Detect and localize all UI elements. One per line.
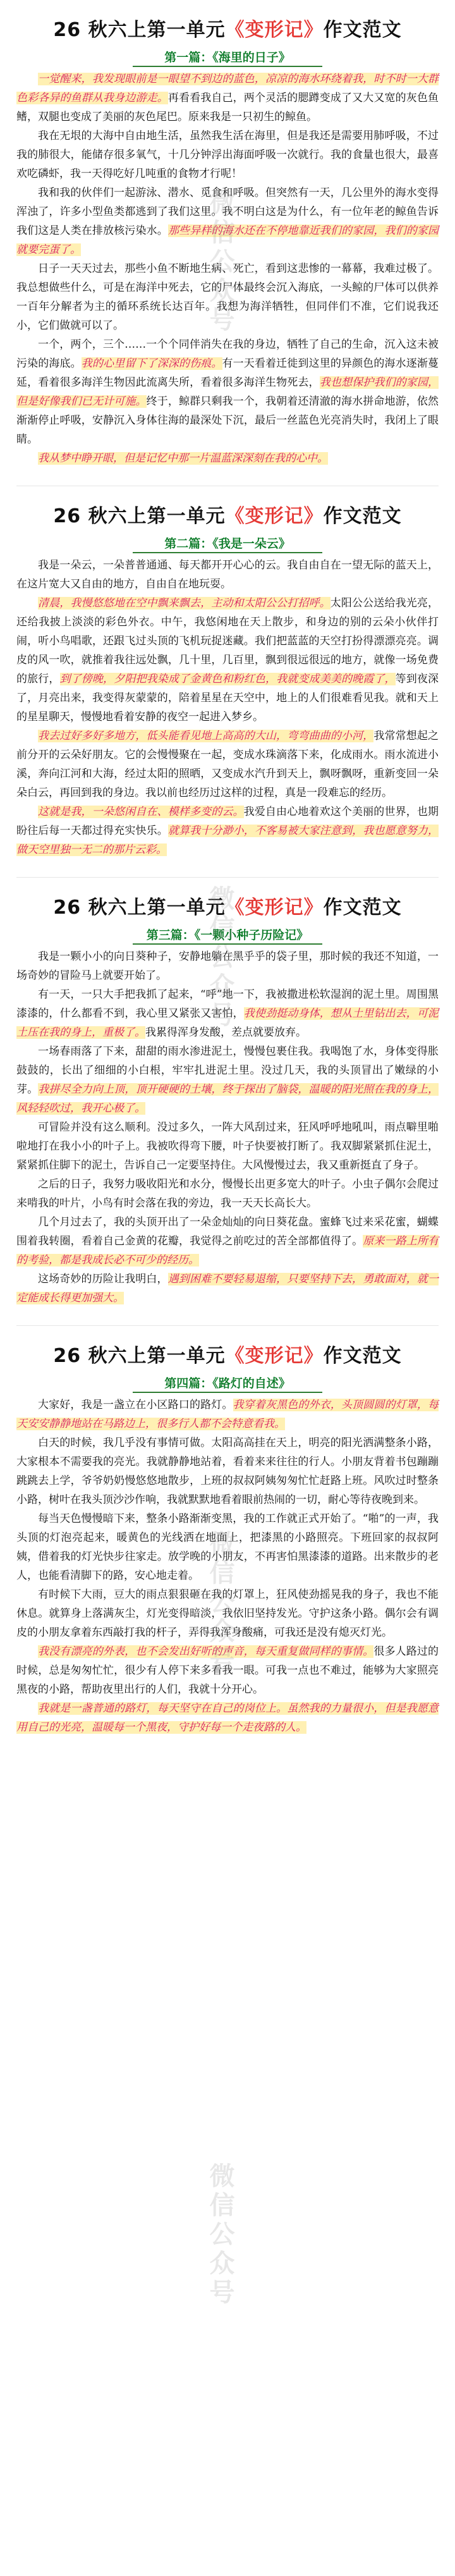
essay-section-title [16,1326,439,1369]
highlighted-sentence: 我就是一盏普通的路灯，每天坚守在自己的岗位上。虽然我的力量很小，但是我愿意用自己的光亮，温暖每一个黑夜，守护好每一个走夜路的人。 [16,1702,439,1734]
paragraph-text: 之后的日子，我努力吸收阳光和水分，慢慢长出更多宽大的叶子。小虫子偶尔会爬过来啃我的叶片，小鸟有时会落在我的旁边，我一天天长高长大。 [16,1178,439,1210]
title-highlight: 《变形记》 [225,505,324,527]
title-highlight: 《变形记》 [225,897,324,919]
highlighted-sentence: 我从梦中睁开眼，但是记忆中那一片温蓝深深刻在我的心中。 [38,452,328,465]
paragraph-text: 我爱自由心地着欢这个美丽的世界，也期盼往后每一天都过得充实快乐。 [16,806,439,837]
essay-paragraph [16,1270,439,1308]
title-prefix: 26 秋六上第一单元 [53,897,226,919]
paragraph-text: 几个月过去了，我的头顶开出了一朵金灿灿的向日葵花盘。蜜蜂飞过来采花蜜，蝴蝶围着我转圈，看着自己金黄的花瓣，我觉得之前吃过的苦全部都值得了。 [16,1216,439,1248]
paragraph-text: 有一天，一只大手把我抓了起来，“呼”地一下，我被撒进松软湿润的泥土里。周围黑漆漆的，什么都看不到，我心里又紧张又害怕， [16,988,439,1020]
title-prefix: 26 秋六上第一单元 [53,505,226,527]
essay-section [0,1326,455,1737]
title-prefix: 26 秋六上第一单元 [53,1345,226,1367]
essay-paragraph [16,1433,439,1509]
essay-paragraph [16,1118,439,1175]
highlighted-sentence: 一觉醒来，我发现眼前是一眼望不到边的蓝色，凉凉的海水环绕着我，时不时一大群色彩各异的鱼群从我身边游走。 [16,73,439,104]
essay-paragraph [16,70,439,126]
title-suffix: 作文范文 [323,897,402,919]
highlighted-sentence: 我拼尽全力向上顶，顶开硬硬的土壤，终于探出了脑袋，温暖的阳光照在我的身上，风轻轻吹过，我开心极了。 [16,1083,439,1115]
paragraph-text: 我和我的伙伴们一起游泳、潜水、觅食和呼吸。但突然有一天，几公里外的海水变得浑浊了，许多小型鱼类都逃到了我们这里。我不明白这是为什么，有一位年老的鲸鱼告诉我们这是人类在排放核污染水。 [16,187,439,237]
essay-paragraph [16,1213,439,1270]
essay-paragraph [16,183,439,259]
highlighted-sentence: 我使劲挺动身体，想从土里钻出去，可泥土压在我的身上，重极了。 [16,1007,439,1039]
highlighted-sentence: 遇到困难不要轻易退缩，只要坚持下去，勇敢面对，就一定能成长得更加强大。 [16,1273,439,1304]
essay-subtitle: 第四篇：《路灯的自述》 [133,1375,322,1393]
paragraph-text: 有一天看着迁徙到这里的异颜色的海水逐渐蔓延，看着很多海洋生物因此流离失所，看着很多海洋生物死去， [16,357,439,389]
essay-subtitle: 第三篇：《一颗小种子历险记》 [133,927,322,945]
highlighted-sentence: 原来一路上所有的考验，都是我成长必不可少的经历。 [16,1235,439,1267]
title-highlight: 《变形记》 [225,19,324,41]
paragraph-text: 这场奇妙的历险让我明白， [38,1273,168,1285]
paragraph-text: 一个，两个，三个……一个个同伴消失在我的身边，牺牲了自己的生命，沉入这未被污染的海底。 [16,338,439,370]
title-highlight: 《变形记》 [225,1345,324,1367]
essay-section-title [16,0,439,43]
essay-paragraph [16,1175,439,1213]
paragraph-text: 我是一朵云，一朵普普通通、每天都开开心心的云。我自由自在一望无际的蓝天上，在这片宽大又自由的地方，自由自在地玩耍。 [16,559,439,591]
paragraph-text: 终于，鲸群只剩我一个，我朝着还清澈的海水拼命地游，依然渐渐停止呼吸，安静沉入身体往海的最深处下沉，最后一丝蓝色光亮消失时，我闭上了眼睛。 [16,395,439,446]
watermark: 微信公众号 [205,190,234,335]
essay-paragraph [16,802,439,859]
title-suffix: 作文范文 [323,19,402,41]
essay-paragraph [16,449,439,468]
paragraph-text: 一场春雨落了下来，甜甜的雨水渗进泥土，慢慢包裹住我。我喝饱了水，身体变得胀鼓鼓的，长出了细细的小白根，牢牢扎进泥土里。没过几天，我的头顶冒出了嫩绿的小芽。 [16,1045,439,1096]
essay-paragraph [16,1642,439,1699]
highlighted-sentence: 到了傍晚，夕阳把我染成了金黄色和粉红色，我就变成美美的晚霞了， [59,673,396,685]
highlighted-sentence: 我也想保护我们的家园，但是好像我们已无计可施。 [16,376,439,408]
title-suffix: 作文范文 [323,1345,402,1367]
highlighted-sentence: 那些异样的海水还在不停地靠近我们的家园，我们的家园就要完蛋了。 [16,224,439,256]
essay-paragraph [16,1395,439,1433]
essay-paragraph [16,1509,439,1585]
essay-body [16,1395,439,1737]
title-suffix: 作文范文 [323,505,402,527]
essay-paragraph [16,1585,439,1642]
paragraph-text: 太阳公公送给我光亮，还给我披上淡淡的彩色外衣。中午，我悠闲地在天上散步，和身边的别的云朵小伙伴打闹，听小鸟唱歌，还跟飞过头顶的飞机玩捉迷藏。我们把蓝蓝的天空打扮得漂漂亮亮。调皮的风一吹，就推着我往远处飘，几十里，几百里，飘到很远很远的地方，就像一场免费的旅行， [16,597,439,685]
essay-section [0,0,455,486]
essay-section [0,878,455,1326]
essay-section [0,486,455,878]
essay-body [16,556,439,859]
essay-paragraph [16,947,439,985]
paragraph-text: 日子一天天过去，那些小鱼不断地生病、死亡，看到这悲惨的一幕幕，我难过极了。我总想做些什么，可是在海洋中死去，它的尸体最终会沉入海底，一头鲸的尸体可以供养一百年分解者为主的循环系统长达百年。我想为海洋牺牲，但同伴们不准，它们说我还小，它们做就可以了。 [16,262,439,332]
watermark: 微信公众号 [205,2162,234,2308]
paragraph-text: 有时候下大雨，豆大的雨点狠狠砸在我的灯罩上，狂风使劲摇晃我的身子，我也不能休息。就算身上落满灰尘，灯光变得暗淡，我依旧坚持发光。守护这条小路。偶尔会有调皮的小朋友拿着东西敲打我的杆子，弄得我浑身酸痛，可我还是没有熄灭灯光。 [16,1588,439,1639]
essay-body [16,70,439,468]
essay-body [16,947,439,1308]
paragraph-text: 可冒险并没有这么顺利。没过多久，一阵大风刮过来，狂风呼呼地吼叫，雨点噼里啪啦地打在我小小的叶子上。我被吹得弯下腰，叶子快要被打断了。我双脚紧紧抓住泥土，紧紧抓住脚下的泥土，告诉自己一定要坚持住。大风慢慢过去，我又重新挺直了身子。 [16,1121,439,1172]
watermark: 微信公众号 [205,1530,234,1676]
watermark: 微信公众号 [205,885,234,1031]
essay-paragraph [16,727,439,802]
paragraph-text: 每当天色慢慢暗下来，整条小路渐渐变黑，我的工作就正式开始了。“啪”的一声，我头顶的灯泡亮起来，暖黄色的光线洒在地面上，把漆黑的小路照亮。下班回家的叔叔阿姨，借着我的灯光快步往家走。放学晚的小朋友，不再害怕黑漆漆的道路。出来散步的老人，也能看清脚下的路，安心地走着。 [16,1512,439,1582]
paragraph-text: 很多人路过的时候，总是匆匆忙忙，很少有人停下来多看我一眼。可我一点也不难过，能够为大家照亮黑夜的小路，帮助夜里出行的人们，我就十分开心。 [16,1645,439,1696]
essay-paragraph [16,594,439,727]
paragraph-text: 我在无垠的大海中自由地生活，虽然我生活在海里，但是我还是需要用肺呼吸，不过我的肺很大，能储存很多氧气，十几分钟浮出海面呼吸一次就行。我的食量也很大，最喜欢吃磷虾，我一天得吃好几吨重的食物才行呢！ [16,130,439,180]
essay-subtitle: 第一篇：《海里的日子》 [133,49,322,67]
essay-subtitle: 第二篇：《我是一朵云》 [133,536,322,553]
paragraph-text: 等到夜深了，月亮出来，我变得灰蒙蒙的，陪着星星在天空中，地上的人们很难看见我。就和天上的星星聊天，慢慢地看着安静的夜空一起进入梦乡。 [16,673,439,723]
paragraph-text: 再看看我自己，两个灵活的腮蹲变成了又大又宽的灰色鱼鳍，双腿也变成了美丽的灰色尾巴。原来我是一只初生的鲸鱼。 [16,92,439,123]
paragraph-text: 我累得浑身发酸，差点就要放弃。 [145,1026,306,1039]
highlighted-sentence: 我没有漂亮的外表，也不会发出好听的声音，每天重复做同样的事情。 [38,1645,374,1658]
highlighted-sentence: 我的心里留下了深深的伤痕。 [81,357,222,370]
title-prefix: 26 秋六上第一单元 [53,19,226,41]
paragraph-text: 白天的时候，我几乎没有事情可做。太阳高高挂在天上，明亮的阳光洒满整条小路，大家根本不需要我的亮光。我就静静地站着，看着来来往往的行人。小朋友背着书包蹦蹦跳跳去上学，爷爷奶奶慢悠悠地散步，上班的叔叔阿姨匆匆忙忙赶路上班。风吹过时整条小路，树叶在我头顶沙沙作响，我就默默地看着眼前热闹的一切，耐心等待夜晚到来。 [16,1437,439,1506]
paragraph-text: 我是一颗小小的向日葵种子，安静地躺在黑乎乎的袋子里，那时候的我还不知道，一场奇妙的冒险马上就要开始了。 [16,950,439,982]
essay-paragraph [16,1042,439,1118]
essay-paragraph [16,259,439,335]
essay-paragraph [16,985,439,1042]
essay-section-title [16,486,439,529]
paragraph-text: 我常常想起之前分开的云朵好朋友。它的会慢慢聚在一起，变成水珠滴落下来，化成雨水。雨水流进小溪，奔向江河和大海，经过太阳的照晒，又变成水汽升到天上，飘呀飘呀，重新变回一朵朵白云，再回到我的身边。我以前也经历过这样的过程，真是一段难忘的经历。 [16,730,439,799]
highlighted-sentence: 就算我十分渺小，不客易被大家注意到，我也愿意努力，做天空里独一无二的那片云彩。 [16,825,439,856]
essay-paragraph [16,126,439,183]
essay-paragraph [16,1699,439,1737]
highlighted-sentence: 我去过好多好多地方，低头能看见地上高高的大山，弯弯曲曲的小河， [38,730,374,742]
highlighted-sentence: 这就是我，一朵悠闲自在、模样多变的云。 [38,806,244,818]
highlighted-sentence: 我穿着灰黑色的外衣，头顶圆圆的灯罩，每天安安静静地站在马路边上，很多行人都不会特意看我。 [16,1399,439,1430]
paragraph-text: 大家好，我是一盏立在小区路口的路灯。 [38,1399,233,1411]
essay-paragraph [16,335,439,449]
highlighted-sentence: 清晨，我慢悠悠地在空中飘来飘去，主动和太阳公公打招呼。 [38,597,331,610]
essay-paragraph [16,556,439,594]
essay-section-title [16,878,439,921]
